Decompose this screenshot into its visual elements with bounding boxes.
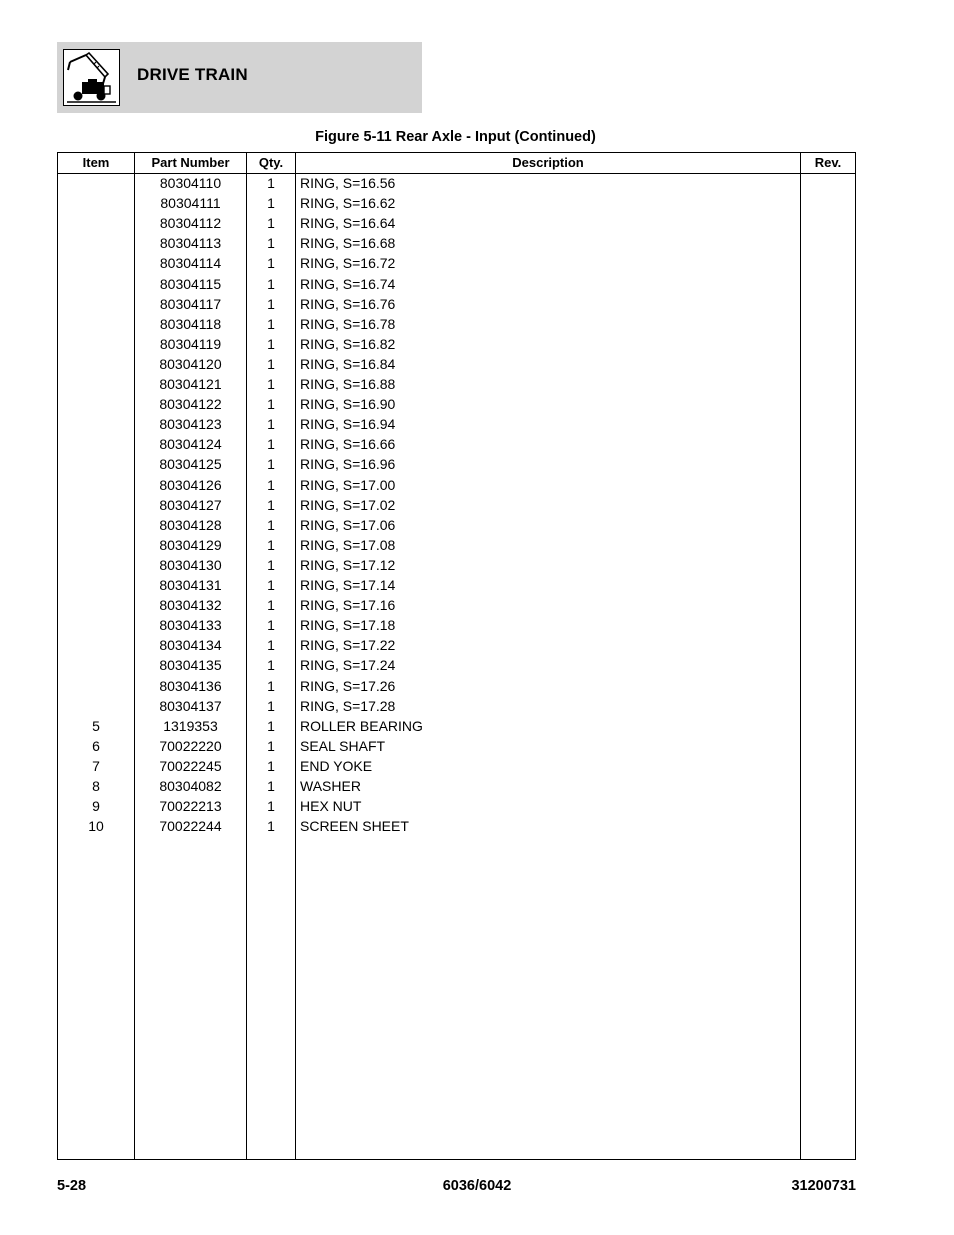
part-number-cell: 80304125 — [159, 456, 222, 473]
qty-cell: 1 — [267, 556, 275, 573]
part-number-cell: 70022220 — [159, 737, 222, 754]
part-number-cell: 80304111 — [160, 195, 221, 212]
qty-cell: 1 — [267, 355, 275, 372]
qty-cell: 1 — [267, 818, 275, 835]
description-cell: RING, S=16.68 — [300, 235, 396, 252]
qty-cell: 1 — [267, 396, 275, 413]
table-row — [58, 796, 855, 816]
qty-cell: 1 — [267, 798, 275, 815]
part-number-cell: 70022213 — [159, 798, 222, 815]
table-row — [58, 314, 855, 334]
table-row — [58, 294, 855, 314]
table-row — [58, 173, 855, 193]
part-number-cell: 80304130 — [159, 556, 222, 573]
table-row — [58, 354, 855, 374]
table-row — [58, 615, 855, 635]
part-number-cell: 80304128 — [159, 516, 222, 533]
table-row — [58, 233, 855, 253]
table-row — [58, 716, 855, 736]
part-number-cell: 80304112 — [159, 215, 222, 232]
description-cell: SCREEN SHEET — [300, 818, 409, 835]
description-cell: RING, S=17.28 — [300, 697, 396, 714]
table-row — [58, 655, 855, 675]
table-row — [58, 213, 855, 233]
description-cell: RING, S=17.00 — [300, 476, 396, 493]
item-cell: 5 — [92, 717, 100, 734]
table-row — [58, 676, 855, 696]
figure-title: Figure 5-11 Rear Axle - Input (Continued) — [315, 129, 596, 145]
item-cell: 8 — [92, 778, 100, 794]
part-number-cell: 80304110 — [159, 175, 222, 191]
column-header-description: Description — [512, 155, 584, 170]
qty-cell: 1 — [267, 456, 275, 473]
description-cell: RING, S=16.82 — [300, 335, 396, 352]
part-number-cell: 80304115 — [159, 275, 222, 292]
table-row — [58, 575, 855, 595]
qty-cell: 1 — [267, 516, 275, 533]
table-row — [58, 555, 855, 575]
table-row — [58, 736, 855, 756]
qty-cell: 1 — [267, 215, 275, 232]
parts-table — [57, 152, 856, 1160]
part-number-cell: 80304135 — [159, 657, 222, 674]
table-row — [58, 454, 855, 474]
qty-cell: 1 — [267, 717, 275, 734]
qty-cell: 1 — [267, 315, 275, 332]
table-row — [58, 756, 855, 776]
qty-cell: 1 — [267, 577, 275, 593]
part-number-cell: 80304136 — [159, 677, 222, 694]
part-number-cell: 70022244 — [159, 818, 222, 835]
qty-cell: 1 — [267, 778, 275, 794]
qty-cell: 1 — [267, 697, 275, 714]
item-cell: 6 — [92, 737, 100, 754]
description-cell: RING, S=16.78 — [300, 315, 396, 332]
description-cell: WASHER — [300, 778, 361, 794]
qty-cell: 1 — [267, 436, 275, 453]
table-row — [58, 816, 855, 836]
part-number-cell: 70022245 — [159, 757, 222, 774]
description-cell: RING, S=16.88 — [300, 376, 396, 392]
description-cell: RING, S=16.66 — [300, 436, 396, 453]
description-cell: RING, S=16.94 — [300, 416, 396, 433]
model-number: 6036/6042 — [442, 1178, 512, 1194]
qty-cell: 1 — [267, 496, 275, 513]
description-cell: RING, S=17.14 — [300, 577, 396, 593]
description-cell: RING, S=17.08 — [300, 536, 396, 553]
part-number-cell: 80304117 — [159, 295, 222, 312]
part-number-cell: 80304119 — [159, 335, 222, 352]
column-header-qty: Qty. — [258, 155, 284, 170]
description-cell: RING, S=17.22 — [300, 637, 396, 654]
part-number-cell: 80304113 — [159, 235, 222, 252]
part-number-cell: 80304126 — [159, 476, 222, 493]
item-cell: 9 — [92, 798, 100, 815]
qty-cell: 1 — [267, 376, 275, 392]
qty-cell: 1 — [267, 637, 275, 654]
document-number: 31200731 — [791, 1178, 856, 1194]
description-cell: RING, S=17.24 — [300, 657, 396, 674]
table-row — [58, 595, 855, 615]
table-row — [58, 696, 855, 716]
qty-cell: 1 — [267, 597, 275, 614]
description-cell: RING, S=16.84 — [300, 355, 396, 372]
part-number-cell: 80304118 — [159, 315, 222, 332]
description-cell: RING, S=17.02 — [300, 496, 396, 513]
table-row — [58, 374, 855, 394]
page-number: 5-28 — [57, 1178, 87, 1194]
part-number-cell: 80304121 — [159, 376, 222, 392]
part-number-cell: 80304131 — [159, 577, 222, 593]
description-cell: ROLLER BEARING — [300, 717, 423, 734]
part-number-cell: 80304082 — [159, 778, 222, 794]
description-cell: RING, S=16.76 — [300, 295, 396, 312]
table-row — [58, 334, 855, 354]
qty-cell: 1 — [267, 335, 275, 352]
qty-cell: 1 — [267, 657, 275, 674]
description-cell: RING, S=17.12 — [300, 556, 396, 573]
description-cell: SEAL SHAFT — [300, 737, 386, 754]
part-number-cell: 80304122 — [159, 396, 222, 413]
qty-cell: 1 — [267, 677, 275, 694]
qty-cell: 1 — [267, 757, 275, 774]
column-header-part-number: Part Number — [151, 155, 230, 170]
description-cell: RING, S=17.16 — [300, 597, 396, 614]
part-number-cell: 80304129 — [159, 536, 222, 553]
column-header-item: Item — [82, 155, 110, 170]
table-row — [58, 394, 855, 414]
qty-cell: 1 — [267, 617, 275, 634]
qty-cell: 1 — [267, 416, 275, 433]
description-cell: RING, S=16.74 — [300, 275, 396, 292]
table-row — [58, 193, 855, 213]
qty-cell: 1 — [267, 737, 275, 754]
description-cell: RING, S=16.90 — [300, 396, 396, 413]
part-number-cell: 80304120 — [159, 355, 222, 372]
part-number-cell: 80304132 — [159, 597, 222, 614]
part-number-cell: 80304114 — [159, 255, 222, 272]
table-row — [58, 253, 855, 273]
table-row — [58, 274, 855, 294]
table-row — [58, 475, 855, 495]
qty-cell: 1 — [267, 476, 275, 493]
table-row — [58, 776, 855, 796]
item-cell: 10 — [88, 818, 104, 835]
table-row — [58, 515, 855, 535]
part-number-cell: 80304133 — [159, 617, 222, 634]
qty-cell: 1 — [267, 255, 275, 272]
item-cell: 7 — [92, 757, 100, 774]
description-cell: RING, S=16.56 — [300, 175, 396, 191]
part-number-cell: 1319353 — [163, 717, 218, 734]
part-number-cell: 80304123 — [159, 416, 222, 433]
description-cell: END YOKE — [300, 757, 373, 774]
qty-cell: 1 — [267, 235, 275, 252]
part-number-cell: 80304124 — [159, 436, 222, 453]
description-cell: RING, S=16.62 — [300, 195, 396, 212]
description-cell: RING, S=17.06 — [300, 516, 396, 533]
description-cell: RING, S=16.96 — [300, 456, 396, 473]
column-header-rev: Rev. — [814, 155, 842, 170]
table-row — [58, 495, 855, 515]
part-number-cell: 80304134 — [159, 637, 222, 654]
qty-cell: 1 — [267, 536, 275, 553]
section-title: DRIVE TRAIN — [137, 65, 248, 84]
description-cell: RING, S=16.64 — [300, 215, 396, 232]
description-cell: HEX NUT — [300, 798, 362, 815]
qty-cell: 1 — [267, 175, 275, 191]
qty-cell: 1 — [267, 275, 275, 292]
table-row — [58, 434, 855, 454]
description-cell: RING, S=16.72 — [300, 255, 396, 272]
forklift-boom-icon — [63, 49, 120, 106]
qty-cell: 1 — [267, 195, 275, 212]
table-row — [58, 635, 855, 655]
description-cell: RING, S=17.18 — [300, 617, 396, 634]
qty-cell: 1 — [267, 295, 275, 312]
table-row — [58, 414, 855, 434]
table-row — [58, 535, 855, 555]
part-number-cell: 80304127 — [159, 496, 222, 513]
description-cell: RING, S=17.26 — [300, 677, 396, 694]
part-number-cell: 80304137 — [159, 697, 222, 714]
